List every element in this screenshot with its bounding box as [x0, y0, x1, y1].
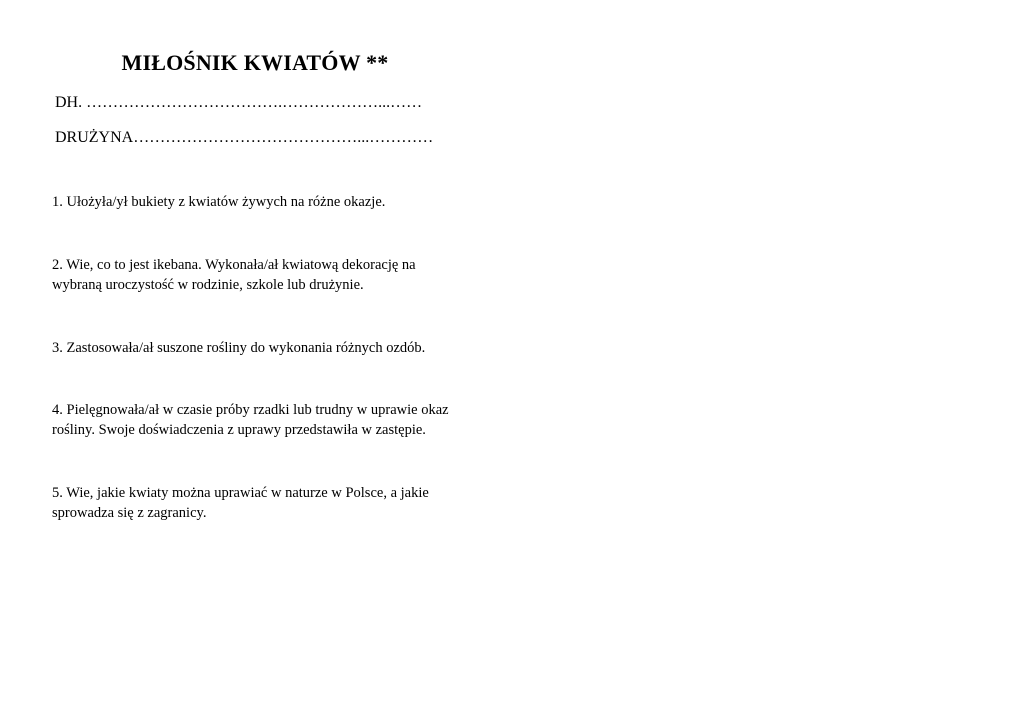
requirement-text-line: 3. Zastosowała/ał suszone rośliny do wykonania różnych ozdób. — [52, 340, 426, 356]
requirement-item-1 — [52, 192, 472, 212]
requirement-text-line: 2. Wie, co to jest ikebana. Wykonała/ał kwiatową dekorację na — [52, 257, 416, 273]
requirement-text-line: rośliny. Swoje doświadczenia z uprawy przedstawiła w zastępie. — [52, 422, 426, 438]
requirement-text-line: wybraną uroczystość w rodzinie, szkole lub drużynie. — [52, 277, 364, 293]
requirement-text-line: 1. Ułożyła/ył bukiety z kwiatów żywych na różne okazje. — [52, 194, 386, 210]
requirement-text-line: sprowadza się z zagranicy. — [52, 505, 207, 521]
team-field-line: DRUŻYNA……………………………………...………… — [55, 129, 434, 146]
requirement-text-line: 4. Pielęgnowała/ał w czasie próby rzadki lub trudny w uprawie okaz — [52, 402, 449, 418]
requirement-item-2 — [52, 255, 472, 295]
page-title: MIŁOŚNIK KWIATÓW ** — [121, 50, 389, 75]
requirement-text-line: 5. Wie, jakie kwiaty można uprawiać w naturze w Polsce, a jakie — [52, 485, 429, 501]
requirement-item-4 — [52, 400, 472, 440]
requirement-item-5 — [52, 483, 472, 523]
requirement-item-3 — [52, 338, 472, 358]
dh-field-line: DH. ……………………………….………………...…… — [55, 94, 423, 111]
